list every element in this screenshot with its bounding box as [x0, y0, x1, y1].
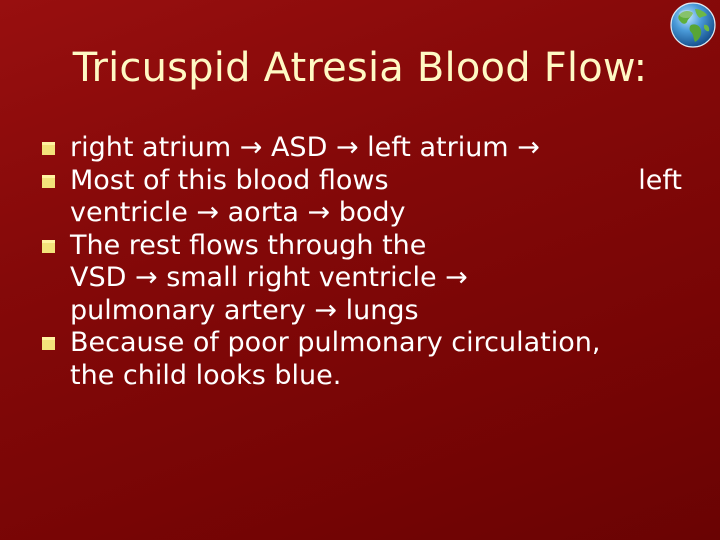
slide-title: Tricuspid Atresia Blood Flow:	[72, 45, 648, 91]
bullet-item	[40, 132, 690, 165]
bullet-text-left: Most of this blood flows	[70, 164, 389, 196]
bullet-text-right: left	[638, 164, 682, 196]
bullet-list	[40, 132, 690, 392]
bullet-text-line: VSD → small right ventricle →	[70, 262, 468, 293]
bullet-item	[40, 327, 690, 392]
square-bullet-icon	[41, 174, 56, 189]
bullet-text-line: Because of poor pulmonary circulation,	[70, 327, 601, 358]
bullet-item	[40, 230, 690, 328]
square-bullet-icon	[41, 141, 56, 156]
bullet-text-line: The rest flows through the	[70, 229, 427, 261]
square-bullet-icon	[41, 336, 56, 351]
bullet-text-line: ventricle → aorta → body	[70, 197, 406, 228]
bullet-text-line: the child looks blue.	[70, 359, 342, 391]
bullet-text-line: right atrium → ASD → left atrium →	[70, 132, 540, 163]
bullet-text-line	[70, 165, 682, 198]
bullet-text-line: pulmonary artery → lungs	[70, 294, 419, 326]
square-bullet-icon	[41, 239, 56, 254]
bullet-item	[40, 165, 690, 230]
